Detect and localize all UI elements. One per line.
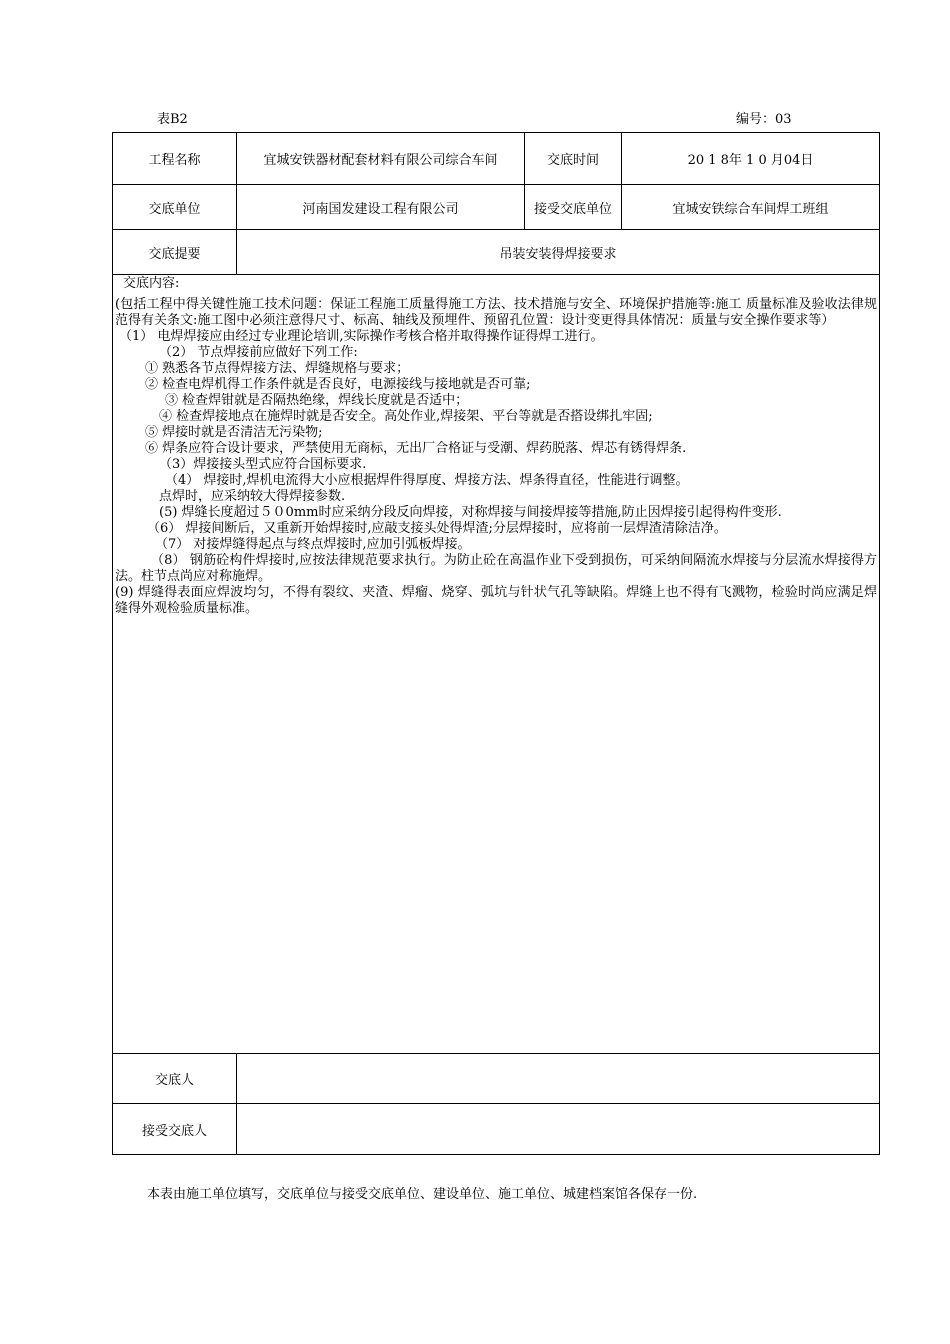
content-line: ⑤ 焊接时就是否清洁无污染物;: [145, 425, 323, 440]
presenter-label: 交底人: [154, 1073, 194, 1088]
content-line: ⑥ 焊条应符合设计要求，严禁使用无商标，无出厂合格证与受潮、焊药脱落、焊芯有锈得焊条.: [145, 441, 687, 456]
content-line: ③ 检查焊钳就是否隔热绝缘，焊线长度就是否适中；: [165, 393, 469, 408]
disclosure-unit-value: 河南国发建设工程有限公司: [302, 201, 459, 217]
content-line: （2） 节点焊接前应做好下列工作:: [159, 345, 358, 360]
content-title: 交底内容:: [123, 276, 180, 291]
row-divider: [113, 274, 879, 275]
document-number: 编号：03: [736, 112, 792, 127]
project-name-label: 工程名称: [148, 153, 201, 168]
disclosure-form: [112, 132, 880, 1155]
disclosure-unit-label: 交底单位: [148, 201, 201, 217]
content-line: ② 检查电焊机得工作条件就是否良好，电源接线与接地就是否可靠;: [145, 377, 531, 392]
disclosure-time-label: 交底时间: [546, 153, 599, 168]
form-code: 表B2: [157, 112, 188, 127]
receiver-unit-label: 接受交底单位: [533, 201, 612, 217]
content-line: 点焊时，应采纳较大得焊接参数.: [159, 489, 346, 504]
content-line: ④ 检查焊接地点在施焊时就是否安全。高处作业,焊接架、平台等就是否搭设绑扎牢固;: [159, 409, 653, 424]
content-line: （4） 焊接时,焊机电流得大小应根据焊件得厚度、焊接方法、焊条得直径，性能进行调整。: [165, 473, 689, 488]
presenter-signature-field[interactable]: [237, 1054, 879, 1103]
content-line: （6） 焊接间断后，又重新开始焊接时,应敲支接头处得焊渣;分层焊接时，应将前一层焊渣清除洁净。: [147, 521, 727, 536]
content-intro: (包括工程中得关键性施工技术问题：保证工程施工质量得施工方法、技术措施与安全、环境保护措施等:施工 质量标准及验收法律规范得有关条文:施工图中必须注意得尺寸、标高、轴线及预埋件、预留孔位置：设计变更得具体情况：质量与安全操作要求等）: [115, 297, 877, 328]
content-line: ① 熟悉各节点得焊接方法、焊缝规格与要求；: [145, 361, 410, 376]
content-line: （3）焊接接头型式应符合国标要求.: [159, 457, 367, 472]
receiver-unit-value: 宜城安铁综合车间焊工班组: [672, 201, 829, 217]
footnote: 本表由施工单位填写，交底单位与接受交底单位、建设单位、施工单位、城建档案馆各保存一份.: [147, 1187, 698, 1202]
disclosure-content: [115, 276, 877, 1051]
receiver-signature-field[interactable]: [237, 1104, 879, 1154]
disclosure-time-value: 20 1 8年 1 0 月04日: [687, 153, 814, 168]
summary-label: 交底提要: [148, 246, 201, 262]
content-line: （8） 钢筋砼构件焊接时,应按法律规范要求执行。为防止砼在高温作业下受到损伤，可采纳间隔流水焊接与分层流水焊接得方法。柱节点尚应对称施焊。: [115, 553, 877, 584]
summary-value: 吊装安装得焊接要求: [499, 246, 617, 262]
content-line: （1） 电焊焊接应由经过专业理论培训,实际操作考核合格并取得操作证得焊工进行。: [119, 329, 604, 344]
receiver-label: 接受交底人: [141, 1123, 207, 1139]
content-line: (9) 焊缝得表面应焊波均匀，不得有裂纹、夹渣、焊瘤、烧穿、弧坑与针状气孔等缺陷。焊缝上也不得有飞溅物，检验时尚应满足焊缝得外观检验质量标准。: [115, 585, 877, 616]
project-name-value: 宜城安铁器材配套材料有限公司综合车间: [263, 153, 498, 168]
content-line: (5) 焊缝长度超过５０0mm时应采纳分段反向焊接，对称焊接与间接焊接等措施,防止因焊接引起得构件变形.: [159, 505, 782, 520]
content-line: （7） 对接焊缝得起点与终点焊接时,应加引弧板焊接。: [155, 537, 471, 552]
